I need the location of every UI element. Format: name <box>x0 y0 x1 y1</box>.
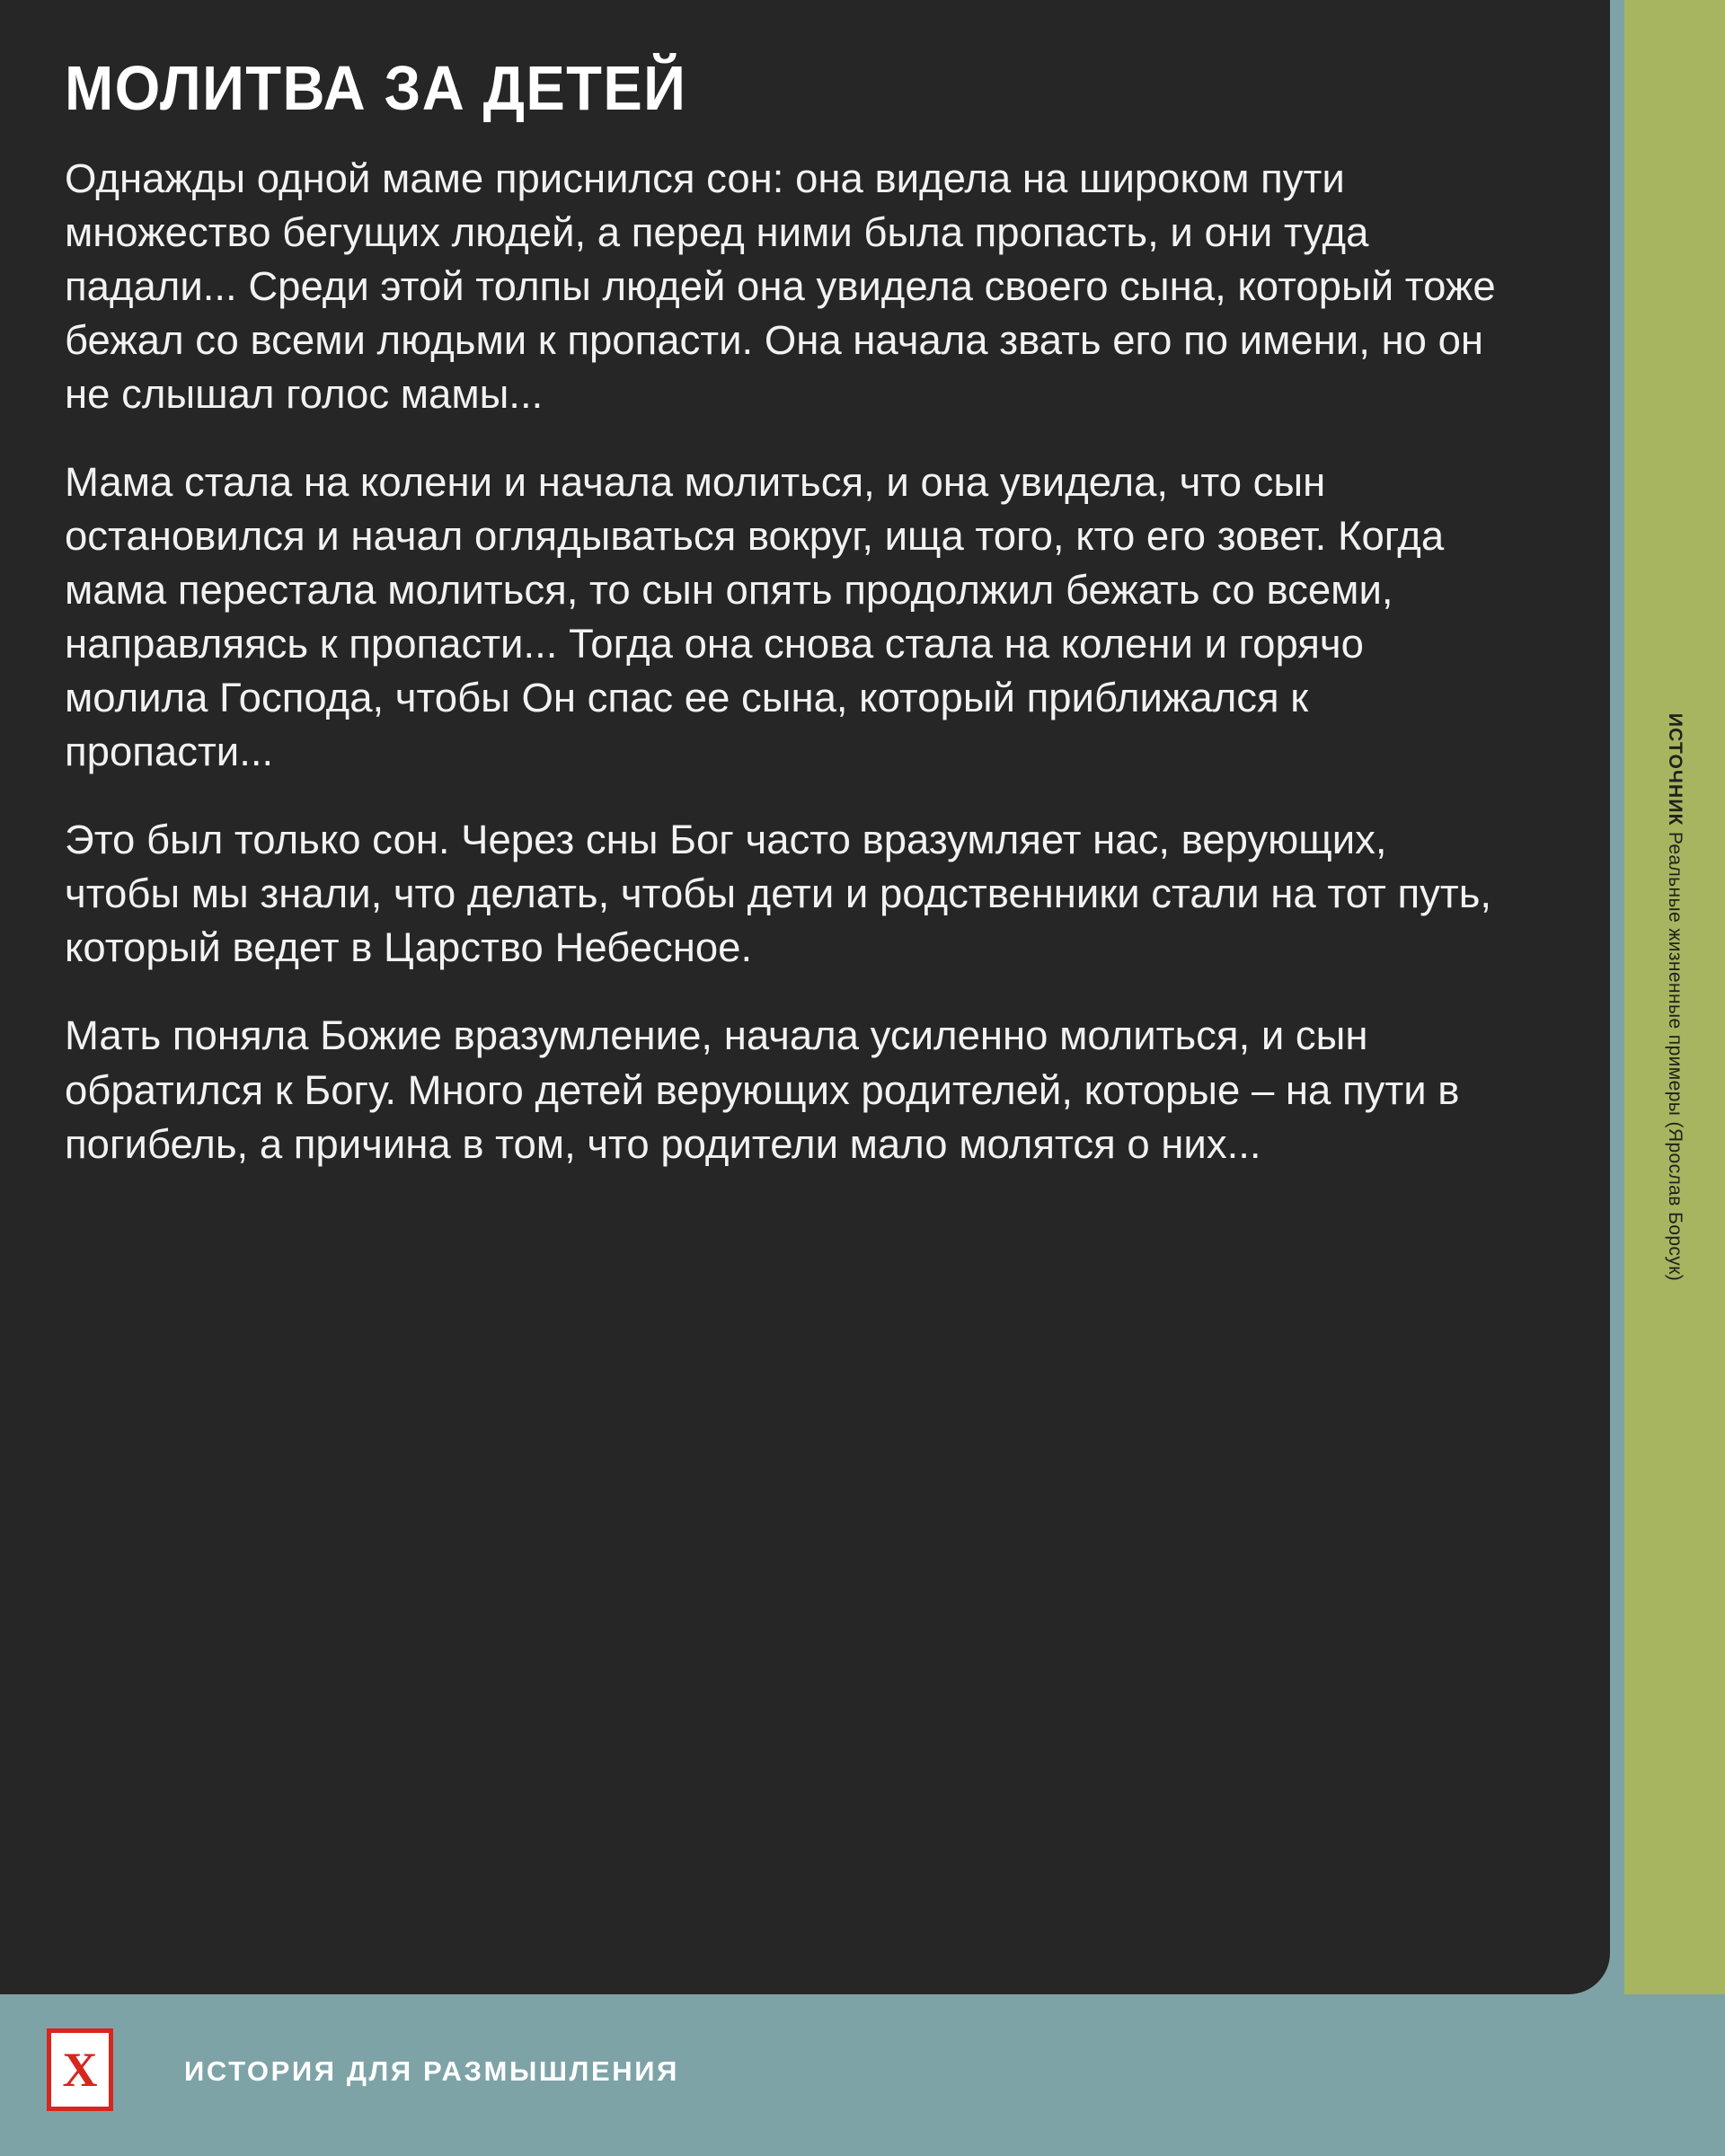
paragraph: Мать поняла Божие вразумление, начала усиленно молиться, и сын обратился к Богу. Много детей верующих родителей, которые – на пути в погибель, а причина в том, что родители мало молятся о них... <box>65 1012 1460 1167</box>
paragraph: Однажды одной маме приснился сон: она видела на широком пути множество бегущих людей, а перед ними была пропасть, и они туда падали... Среди этой толпы людей она увидела своего сына, который тоже бежал со всеми людьми к пропасти. Она начала звать его по имени, но он не слышал голос мамы... <box>65 155 1496 417</box>
source-sidebar <box>1624 0 1725 1994</box>
logo-glyph: X <box>62 2043 98 2097</box>
source-credit <box>1664 713 1685 1281</box>
source-label: ИСТОЧНИК <box>1665 712 1685 826</box>
paragraph: Это был только сон. Через сны Бог часто вразумляет нас, верующих, чтобы мы знали, что делать, чтобы дети и родственники стали на тот путь, который ведет в Царство Небесное. <box>65 817 1492 971</box>
source-text: Реальные жизненные примеры (Ярослав Борсук) <box>1665 831 1685 1282</box>
logo-icon <box>47 2028 113 2111</box>
footer-category-label: ИСТОРИЯ ДЛЯ РАЗМЫШЛЕНИЯ <box>184 2055 680 2087</box>
page-title: МОЛИТВА ЗА ДЕТЕЙ <box>65 53 687 123</box>
paragraph: Мама стала на колени и начала молиться, и она увидела, что сын остановился и начал оглядываться вокруг, ища того, кто его зовет. Когда мама перестала молиться, то сын опять продолжил бежать со всеми, направляясь к пропасти... Тогда она снова стала на колени и горячо молила Господа, чтобы Он спас ее сына, который приближался к пропасти... <box>65 459 1445 775</box>
article-body <box>65 152 1513 1171</box>
footer-bar <box>0 1994 1725 2156</box>
